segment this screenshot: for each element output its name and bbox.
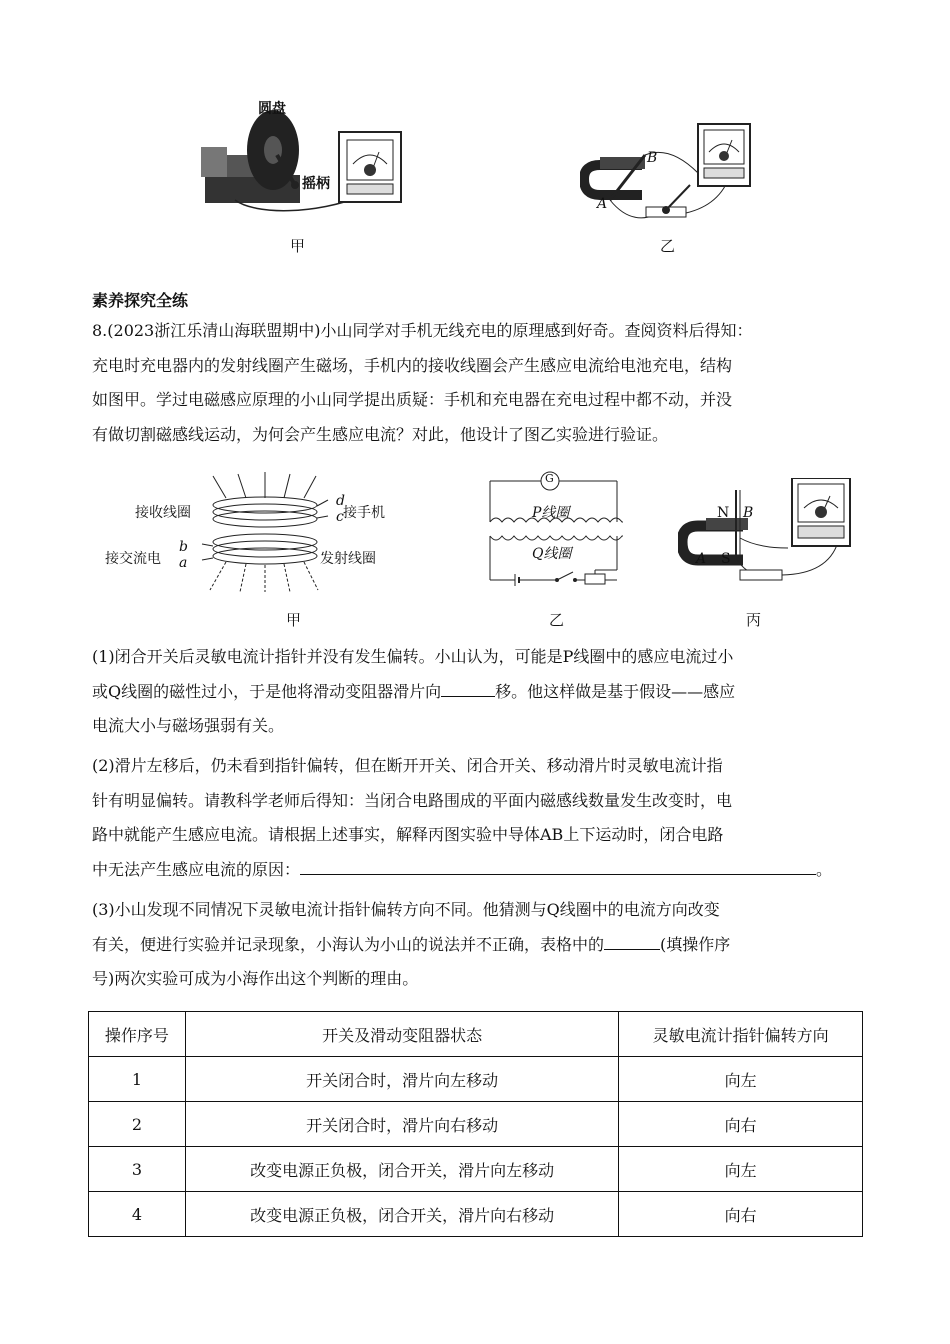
caption-top-yi: 乙 [660,237,676,255]
part3-text: 有关，便进行实验并记录现象，小海认为小山的说法并不正确，表格中的 [92,934,605,954]
part2-line: 路中就能产生感应电流。请根据上述事实，解释丙图实验中导体AB上下运动时，闭合电路 [92,825,724,844]
part2-line: (2)滑片左移后，仍未看到指针偏转，但在断开开关、闭合开关、移动滑片时灵敏电流计指 [92,756,723,775]
part3-text: (填操作序 [660,934,731,954]
table-cell: 2 [89,1102,186,1147]
part2-line [92,853,882,888]
part2-text: 中无法产生感应电流的原因： [92,859,301,879]
table-cell: 向右 [619,1192,863,1237]
table-row [89,1102,863,1147]
label-q-coil: Q线圈 [532,546,572,562]
table-header: 灵敏电流计指针偏转方向 [619,1012,863,1057]
answer-blank-1[interactable] [441,678,495,697]
label-b: b [179,539,188,555]
question-part2 [92,749,882,887]
caption-mid-jia: 甲 [286,611,302,629]
label-a: a [179,555,188,571]
question-part1 [92,640,882,744]
label-c: c [336,509,344,525]
caption-mid-yi: 乙 [549,611,565,629]
crank-label: 摇柄 [302,176,330,192]
caption-mid-bing: 丙 [746,611,762,629]
label-to-ac: 接交流电 [105,551,161,567]
top-label-b: B [647,150,658,166]
label-receive-coil: 接收线圈 [135,505,191,521]
part1-line [92,675,882,710]
label-to-phone: 接手机 [343,505,385,521]
part1-line: (1)闭合开关后灵敏电流计指针并没有发生偏转。小山认为，可能是P线圈中的感应电流过小 [92,647,734,666]
figure-coils [198,470,333,595]
table-header: 操作序号 [89,1012,186,1057]
part1-text: 移。他这样做是基于假设——感应 [495,681,736,701]
table-cell: 4 [89,1192,186,1237]
table-header-row [89,1012,863,1057]
operations-table [88,1011,863,1237]
part3-line: (3)小山发现不同情况下灵敏电流计指针偏转方向不同。他猜测与Q线圈中的电流方向改变 [92,900,720,919]
answer-blank-3[interactable] [604,931,660,950]
intro-line: 有做切割磁感线运动，为何会产生感应电流？对此，他设计了图乙实验进行验证。 [92,424,669,444]
table-cell: 改变电源正负极，闭合开关，滑片向左移动 [185,1147,618,1192]
question-part3 [92,893,882,997]
label-galvanometer: G [545,472,554,485]
table-row [89,1192,863,1237]
part2-line: 针有明显偏转。请教科学老师后得知：当闭合电路围成的平面内磁感线数量发生改变时，电 [92,790,733,810]
label-transmit-coil: 发射线圈 [320,551,376,567]
table-row [89,1147,863,1192]
label-n: N [717,505,730,521]
table-cell: 向左 [619,1057,863,1102]
table-cell: 开关闭合时，滑片向右移动 [185,1102,618,1147]
label-a-rod: A [696,551,707,567]
top-label-a: A [597,196,608,212]
label-p-coil: P线圈 [532,505,570,521]
figure-pq-circuit [485,470,625,588]
galvanometer-2 [694,120,754,192]
figure-magnet-galvanometer [678,478,858,588]
table-cell: 3 [89,1147,186,1192]
galvanometer-1 [335,128,405,208]
table-header: 开关及滑动变阻器状态 [185,1012,618,1057]
table-cell: 1 [89,1057,186,1102]
label-b-rod: B [743,505,754,521]
label-s: S [721,551,731,567]
label-d: d [336,493,345,509]
section-title: 素养探究全练 [92,291,189,310]
part2-text: 。 [816,859,833,879]
intro-line: 如图甲。学过电磁感应原理的小山同学提出质疑：手机和充电器在充电过程中都不动，并没 [92,390,733,409]
intro-line: 充电时充电器内的发射线圈产生磁场，手机内的接收线圈会产生感应电流给电池充电，结构 [92,355,733,375]
table-cell: 开关闭合时，滑片向左移动 [185,1057,618,1102]
table-cell: 向左 [619,1147,863,1192]
caption-top-jia: 甲 [290,237,306,255]
table-cell: 向右 [619,1102,863,1147]
disk-label: 圆盘 [258,101,286,117]
part1-line: 电流大小与磁场强弱有关。 [92,716,285,735]
table-cell: 改变电源正负极，闭合开关，滑片向右移动 [185,1192,618,1237]
intro-line: 8.(2023浙江乐清山海联盟期中)小山同学对手机无线充电的原理感到好奇。查阅资料后得知： [92,321,753,340]
part3-line: 号)两次实验可成为小海作出这个判断的理由。 [92,969,419,988]
part3-line [92,928,882,963]
question-intro [92,314,872,452]
table-row [89,1057,863,1102]
part1-text: 或Q线圈的磁性过小，于是他将滑动变阻器滑片向 [92,681,442,701]
answer-blank-2[interactable] [300,856,816,875]
